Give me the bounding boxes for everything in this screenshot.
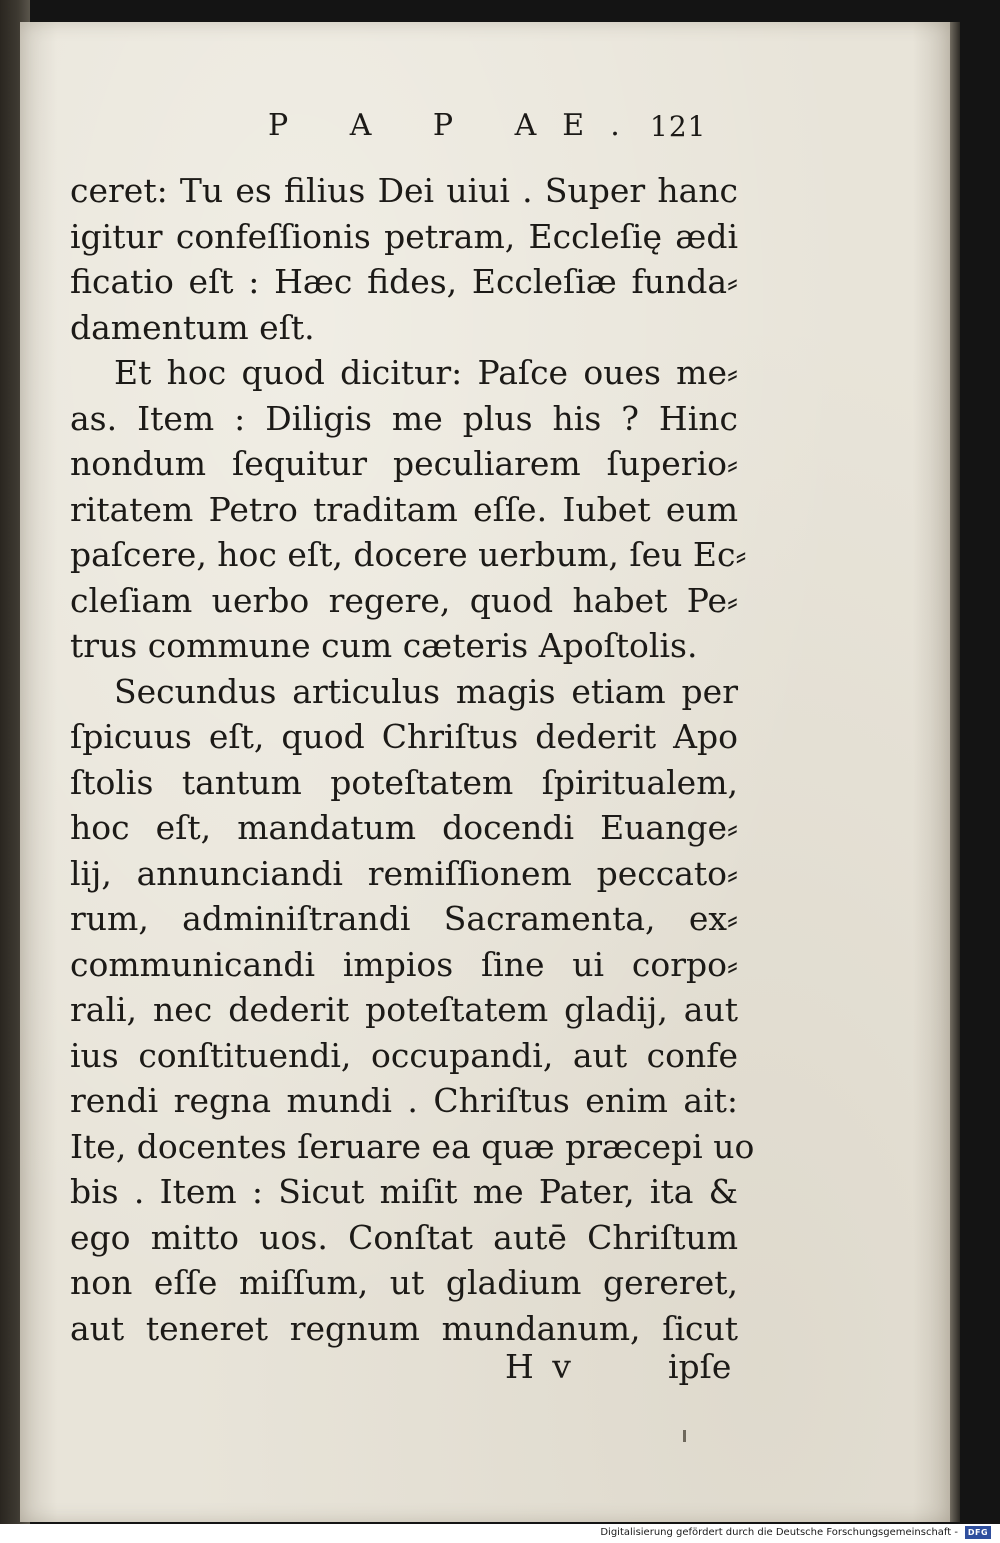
signature-mark: H v <box>505 1347 575 1386</box>
text-line: Ite, docentes ſeruare ea quæ præcepi uo <box>70 1126 755 1166</box>
text-line: damentum eſt. <box>70 307 315 347</box>
text-line: nondum ſequitur peculiarem ſuperio⸗ <box>70 444 738 483</box>
text-line: non eſſe miſſum, ut gladium gereret, <box>70 1263 738 1302</box>
text-line: ficatio eſt : Hæc fides, Eccleſiæ funda⸗ <box>70 262 738 301</box>
text-line: Et hoc quod dicitur: Paſce oues me⸗ <box>114 353 738 392</box>
text-line: ceret: Tu es filius Dei uiui . Super hanc <box>70 171 738 210</box>
text-line: hoc eſt, mandatum docendi Euange⸗ <box>70 808 738 847</box>
text-line: bis . Item : Sicut miſit me Pater, ita & <box>70 1172 738 1211</box>
running-head: P A P AE. <box>268 108 646 143</box>
text-line: rali, nec dederit poteſtatem gladij, aut <box>70 990 738 1029</box>
text-line: paſcere, hoc eſt, docere uerbum, ſeu Ec⸗ <box>70 535 747 574</box>
text-line: as. Item : Diligis me plus his ? Hinc <box>70 398 738 438</box>
dfg-logo: DFG <box>965 1526 991 1539</box>
text-block <box>70 168 755 1351</box>
ink-speck <box>683 1430 686 1442</box>
text-line: aut teneret regnum mundanum, ſicut <box>70 1308 738 1348</box>
page-number: 121 <box>650 110 707 143</box>
text-line: cleſiam uerbo regere, quod habet Pe⸗ <box>70 580 738 620</box>
text-line: ego mitto uos. Conſtat autē Chriſtum <box>70 1217 738 1257</box>
text-line: ſpicuus eſt, quod Chriſtus dederit Apo <box>70 717 738 756</box>
text-line: trus commune cum cæteris Apoſtolis. <box>70 626 698 665</box>
text-line: ius conſtituendi, occupandi, aut confe <box>70 1035 738 1075</box>
text-line: rendi regna mundi . Chriſtus enim ait: <box>70 1081 738 1120</box>
text-line: igitur confeſſionis petram, Eccleſię ædi <box>70 216 738 256</box>
text-line: rum, adminiſtrandi Sacramenta, ex⸗ <box>70 899 738 938</box>
text-line: Secundus articulus magis etiam per <box>114 671 738 711</box>
text-line: lij, annunciandi remiſſionem peccato⸗ <box>70 853 738 893</box>
text-line: ſtolis tantum poteſtatem ſpiritualem, <box>70 762 738 802</box>
text-line: communicandi impios ſine ui corpo⸗ <box>70 944 738 984</box>
funding-credit: Digitalisierung gefördert durch die Deutsche Forschungsgemeinschaft - <box>600 1527 958 1538</box>
catchword: ipſe <box>668 1347 732 1386</box>
text-line: ritatem Petro traditam eſſe. Iubet eum <box>70 489 738 529</box>
